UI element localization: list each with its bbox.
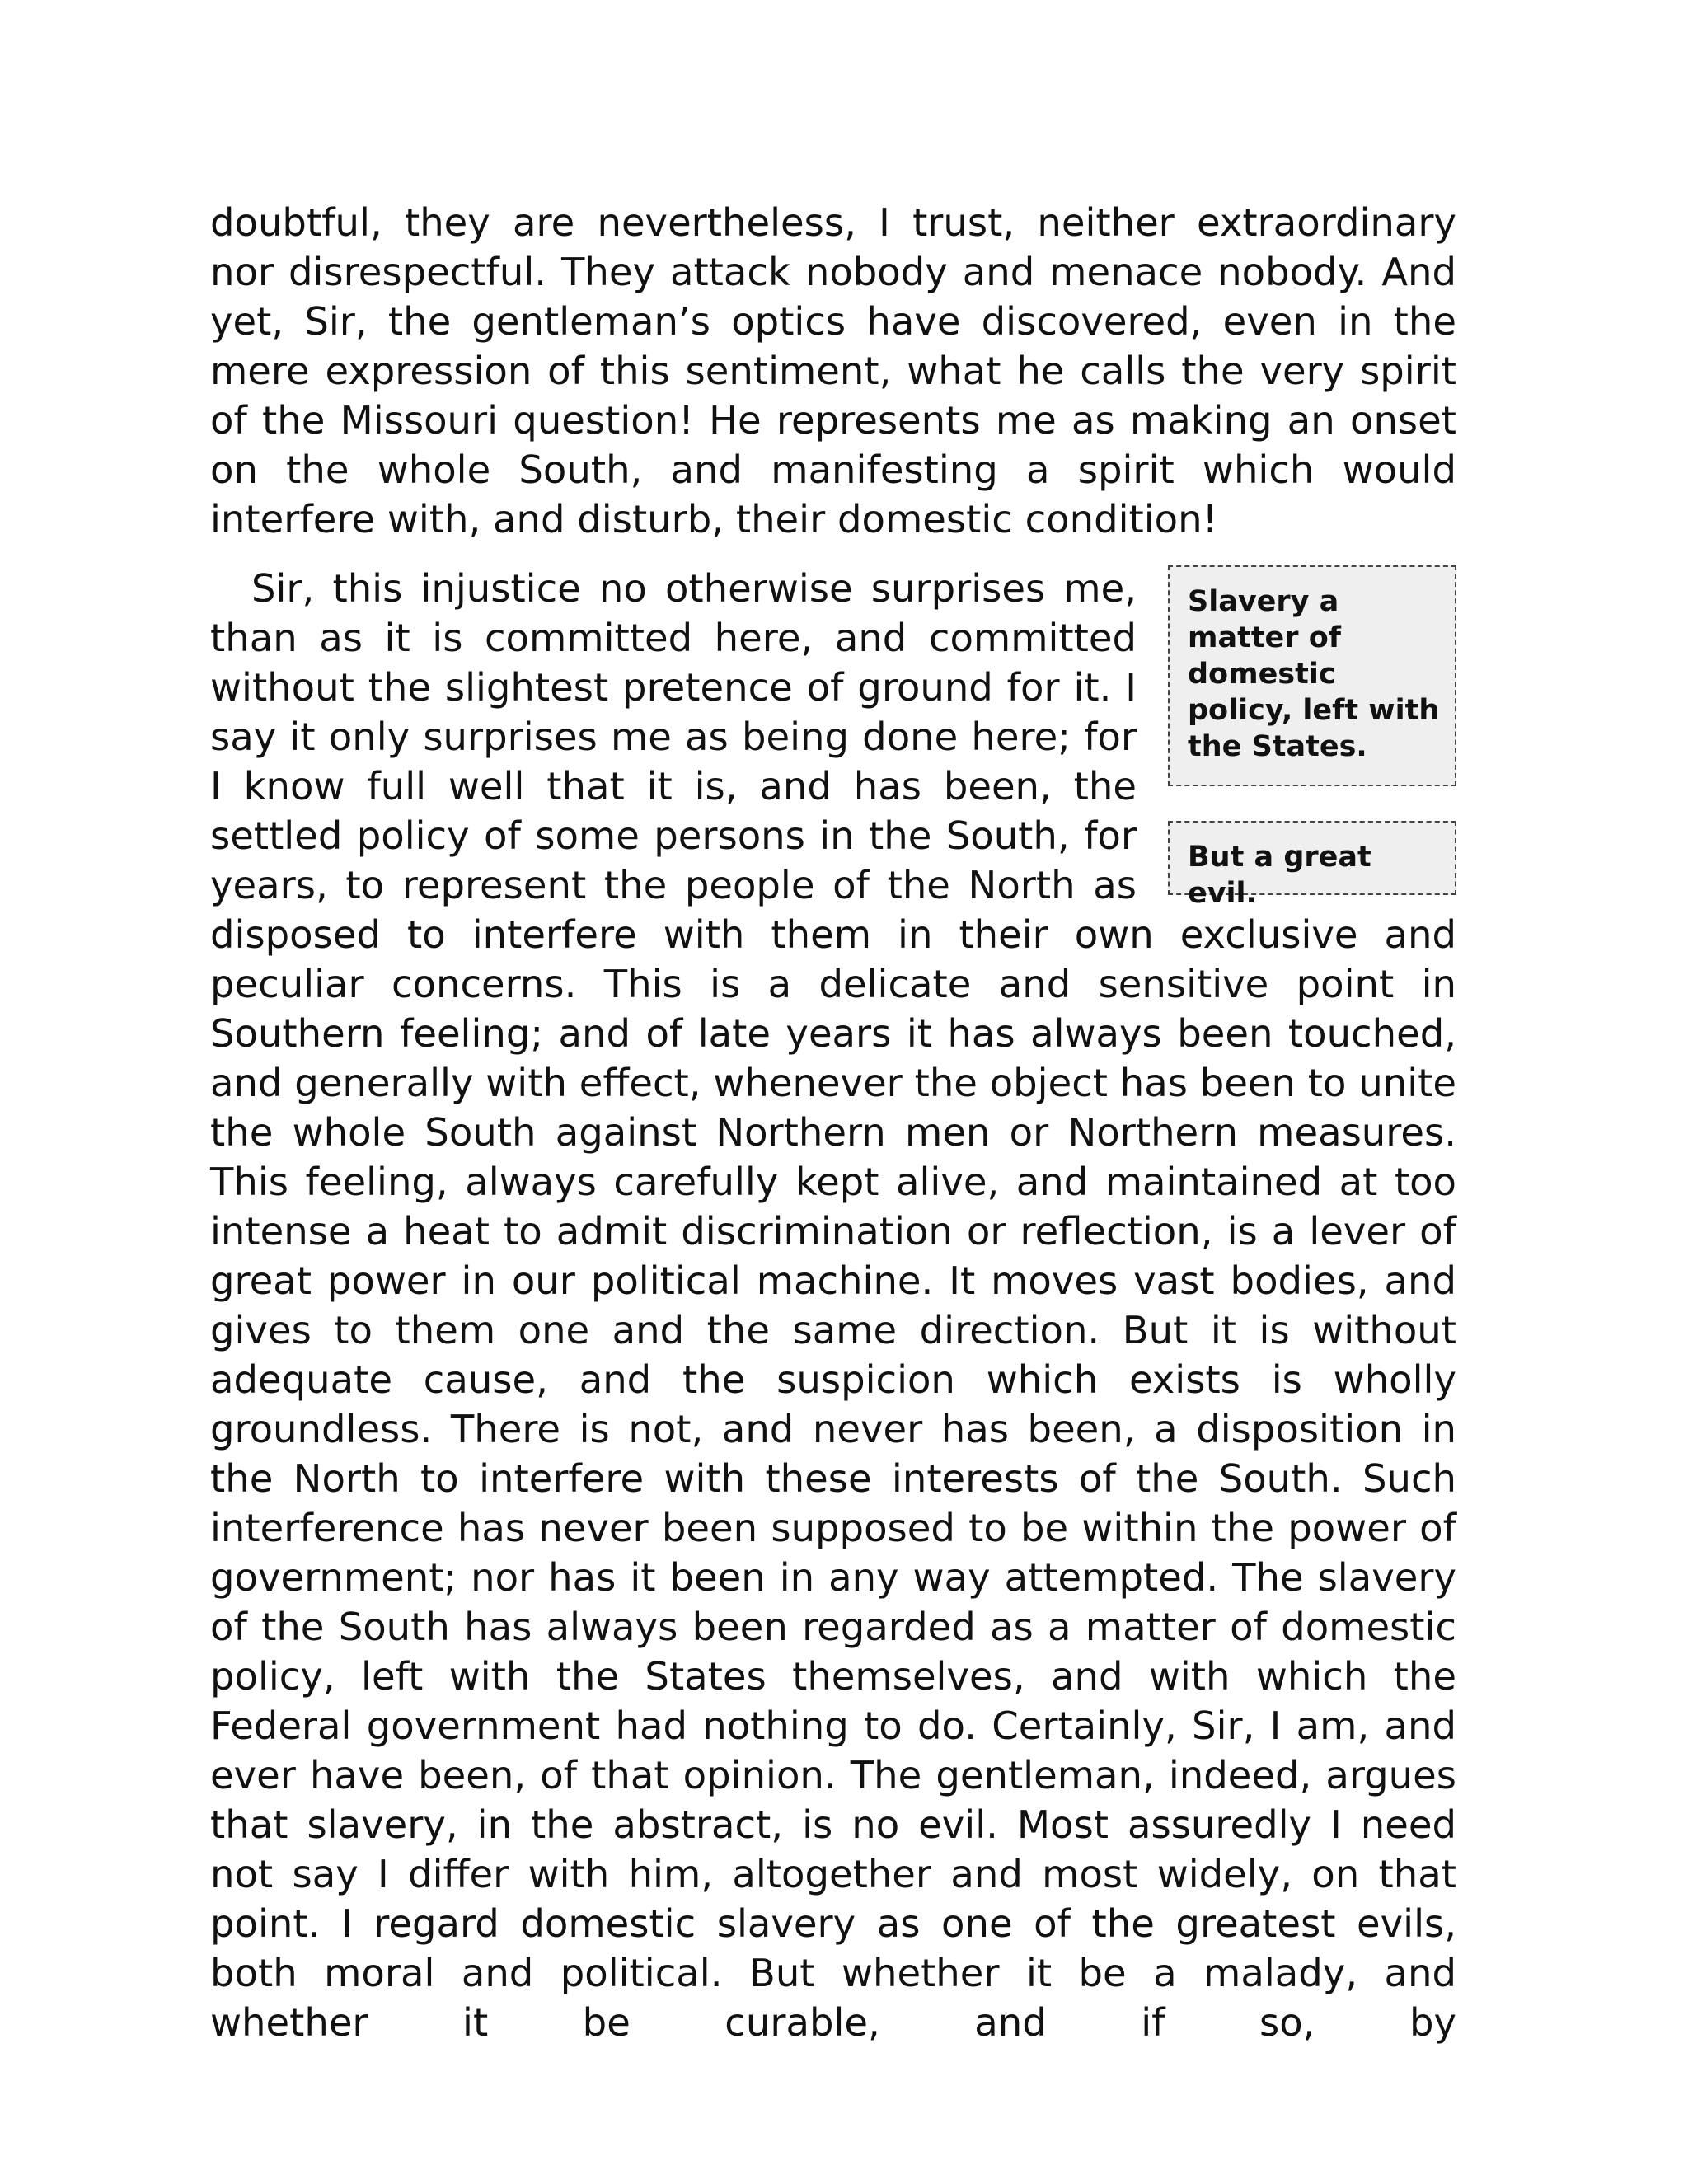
margin-notes	[1168, 565, 1456, 910]
paragraph-2: Sir, this injustice no otherwise surprises me, than as it is committed here, and committed without the slightest pretence of ground for it. I say it only surprises me as being done here; for I know full well that it is, and has been, the settled policy of some persons in the South, for years, to represent the people of the North as disposed to interfere with them in their own exclusive and peculiar concerns. This is a delicate and sensitive point in Southern feeling; and of late years it has always been touched, and generally with effect, whenever the object has been to unite the whole South against Northern men or Northern measures. This feeling, always carefully kept alive, and maintained at too intense a heat to admit discrimination or reflection, is a lever of great power in our political machine. It moves vast bodies, and gives to them one and the same direction. But it is without adequate cause, and the suspicion which exists is wholly groundless. There is not, and never has been, a disposition in the North to interfere with these interests of the South. Such interference has never been supposed to be within the power of government; nor has it been in any way attempted. The slavery of the South has always been regarded as a matter of domestic policy, left with the States themselves, and with which the Federal government had nothing to do. Certainly, Sir, I am, and ever have been, of that opinion. The gentleman, indeed, argues that slavery, in the abstract, is no evil. Most assuredly I need not say I differ with him, altogether and most widely, on that point. I regard domestic slavery as one of the greatest evils, both moral and political. But whether it be a malady, and whether it be curable, and if so, by	[210, 566, 1456, 2045]
paragraph-1: doubtful, they are nevertheless, I trust, neither extraordinary nor disrespectful. They attack nobody and menace nobody. And yet, Sir, the gentleman’s optics have discovered, even in the mere expression of this sentiment, what he calls the very spirit of the Missouri question! He represents me as making an onset on the whole South, and manifesting a spirit which would interfere with, and disturb, their domestic condition!	[210, 200, 1456, 541]
sidenote-domestic-policy: Slavery a matter of domestic policy, left with the States.	[1168, 565, 1456, 786]
sidenote-great-evil: But a great evil.	[1168, 821, 1456, 895]
document-page	[210, 198, 1456, 2047]
